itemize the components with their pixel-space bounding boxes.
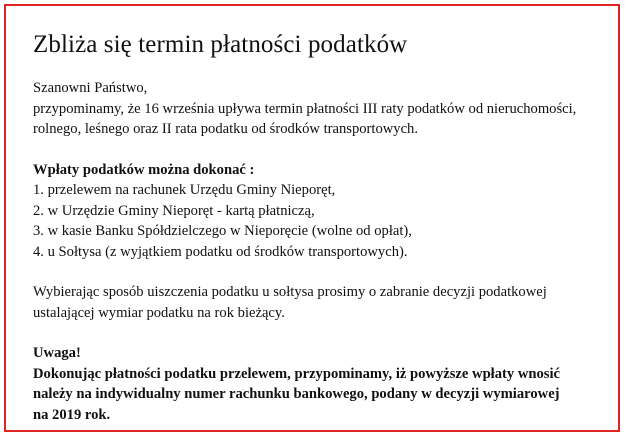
payment-option-1: 1. przelewem na rachunek Urzędu Gminy Nieporęt, [33, 182, 336, 198]
greeting-text: Szanowni Państwo, [33, 80, 148, 96]
payments-section [33, 160, 613, 263]
notice-title: Zbliża się termin płatności podatków [33, 31, 408, 58]
intro-line-1: przypominamy, że 16 września upływa termin płatności III raty podatków od nieruchomości, [33, 100, 577, 117]
soltys-note-line-1: Wybierając sposób uiszczenia podatku u sołtysa prosimy o zabranie decyzji podatkowej [33, 284, 547, 300]
soltys-note [33, 282, 613, 323]
payment-option-4: 4. u Sołtysa (z wyjątkiem podatku od środków transportowych). [33, 243, 408, 260]
warning-heading: Uwaga! [33, 345, 81, 361]
warning-line-1: Dokonując płatności podatku przelewem, przypominamy, iż powyższe wpłaty wnosić [33, 365, 560, 382]
notice-content [33, 30, 613, 425]
intro-paragraph [33, 78, 613, 140]
soltys-note-line-2: ustalającej wymiar podatku na rok bieżący. [33, 304, 285, 321]
notice-frame [4, 4, 620, 432]
intro-line-2: rolnego, leśnego oraz II rata podatku od środków transportowych. [33, 121, 419, 137]
warning-line-3: na 2019 rok. [33, 406, 111, 423]
payments-heading: Wpłaty podatków można dokonać : [33, 161, 255, 178]
payment-option-3: 3. w kasie Banku Spółdzielczego w Nieporęcie (wolne od opłat), [33, 223, 412, 239]
payment-option-2: 2. w Urzędzie Gminy Nieporęt - kartą płatniczą, [33, 202, 315, 219]
warning-section [33, 343, 613, 425]
warning-line-2: należy na indywidualny numer rachunku bankowego, podany w decyzji wymiarowej [33, 386, 560, 402]
